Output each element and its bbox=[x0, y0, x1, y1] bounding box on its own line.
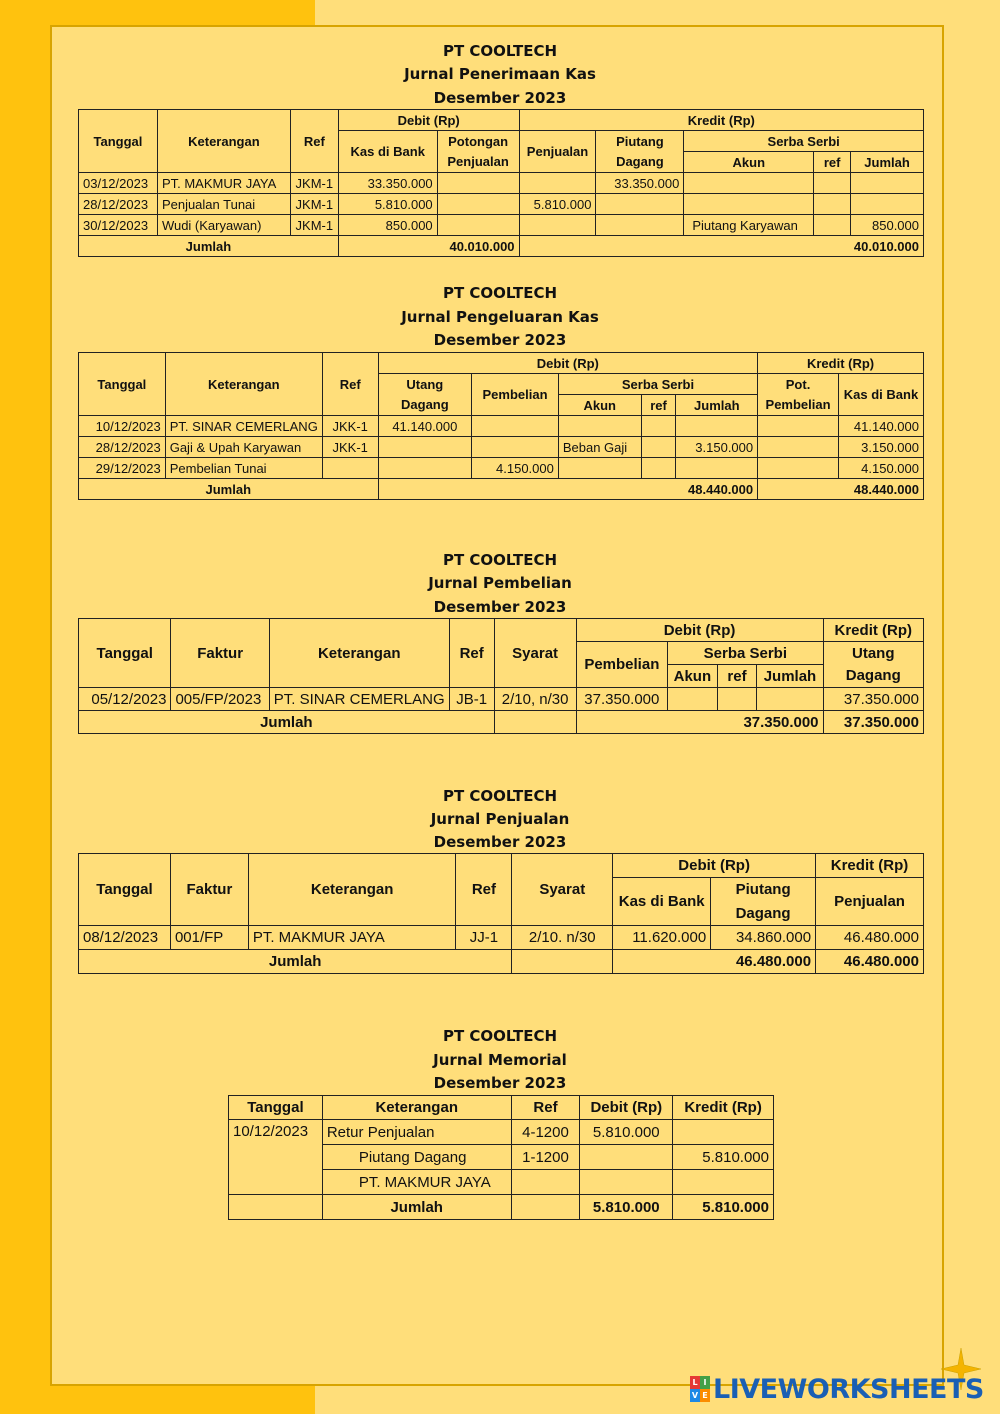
j1-company: PT COOLTECH bbox=[442, 42, 558, 60]
cell-keterangan: Retur Penjualan bbox=[322, 1120, 511, 1145]
cell-syarat: 2/10. n/30 bbox=[512, 926, 613, 950]
cell-kredit: 5.810.000 bbox=[673, 1145, 774, 1170]
j2-h-akun: Akun bbox=[558, 395, 641, 416]
j2-period: Desember 2023 bbox=[433, 331, 567, 349]
j2-total-debit: 48.440.000 bbox=[378, 479, 758, 500]
cell-ref: JB-1 bbox=[449, 688, 494, 711]
cell-tanggal: 03/12/2023 bbox=[79, 173, 158, 194]
cell-jumlah: 850.000 bbox=[851, 215, 924, 236]
cell-ref-sub bbox=[641, 437, 676, 458]
j1-h-akun: Akun bbox=[684, 152, 814, 173]
cell-keterangan: Penjualan Tunai bbox=[157, 194, 290, 215]
cell-ref bbox=[322, 458, 378, 479]
j4-h-kas-di-bank: Kas di Bank bbox=[613, 878, 711, 926]
j5-h-kredit: Kredit (Rp) bbox=[673, 1096, 774, 1120]
j3-h-serba-serbi: Serba Serbi bbox=[668, 642, 823, 665]
j1-h-piutang-2: Dagang bbox=[596, 152, 684, 173]
j2-h-pot-2: Pembelian bbox=[758, 395, 839, 416]
table-row bbox=[79, 416, 924, 437]
j1-h-keterangan: Keterangan bbox=[157, 110, 290, 173]
cell-pembelian bbox=[472, 437, 559, 458]
cell-ref: JKM-1 bbox=[290, 215, 338, 236]
cell-ref: JKM-1 bbox=[290, 173, 338, 194]
j4-total-kredit: 46.480.000 bbox=[816, 950, 924, 974]
j4-total-label: Jumlah bbox=[79, 950, 512, 974]
j2-company: PT COOLTECH bbox=[442, 284, 558, 302]
j5-total-debit: 5.810.000 bbox=[580, 1195, 673, 1220]
j4-h-keterangan: Keterangan bbox=[248, 854, 456, 926]
j2-h-utang-2: Dagang bbox=[378, 395, 472, 416]
cell-ref-sub bbox=[641, 458, 676, 479]
j4-h-piutang-1: Piutang bbox=[711, 878, 816, 902]
cell-jumlah bbox=[757, 688, 823, 711]
cell-kas: 11.620.000 bbox=[613, 926, 711, 950]
cell-debit bbox=[580, 1170, 673, 1195]
cell-ref: JKM-1 bbox=[290, 194, 338, 215]
total-row bbox=[79, 236, 924, 257]
j3-total-label: Jumlah bbox=[79, 711, 495, 734]
cell-penjualan bbox=[519, 173, 596, 194]
j2-h-kas-di-bank: Kas di Bank bbox=[838, 374, 923, 416]
j5-h-keterangan: Keterangan bbox=[322, 1096, 511, 1120]
cell-akun: Piutang Karyawan bbox=[684, 215, 814, 236]
j3-h-jumlah: Jumlah bbox=[757, 665, 823, 688]
j3-h-akun: Akun bbox=[668, 665, 717, 688]
cell-utang: 41.140.000 bbox=[378, 416, 472, 437]
cell-ref: 1-1200 bbox=[511, 1145, 580, 1170]
j1-h-penjualan: Penjualan bbox=[519, 131, 596, 173]
cell-debit bbox=[580, 1145, 673, 1170]
cell-keterangan: PT. MAKMUR JAYA bbox=[157, 173, 290, 194]
table-row bbox=[79, 926, 924, 950]
j1-table bbox=[78, 109, 924, 257]
cell-tanggal: 10/12/2023 bbox=[229, 1120, 323, 1195]
j4-h-ref: Ref bbox=[456, 854, 512, 926]
j2-h-tanggal: Tanggal bbox=[79, 353, 166, 416]
cell-ref: JJ-1 bbox=[456, 926, 512, 950]
cell-keterangan: Wudi (Karyawan) bbox=[157, 215, 290, 236]
cell-keterangan: Pembelian Tunai bbox=[165, 458, 322, 479]
j1-h-potongan-2: Penjualan bbox=[437, 152, 519, 173]
j3-total-kredit: 37.350.000 bbox=[823, 711, 923, 734]
j3-h-pembelian: Pembelian bbox=[576, 642, 668, 688]
cell-pot bbox=[758, 458, 839, 479]
cell-ref-sub bbox=[814, 215, 851, 236]
cell-penjualan: 46.480.000 bbox=[816, 926, 924, 950]
cell-potongan bbox=[437, 194, 519, 215]
cell-utang bbox=[378, 458, 472, 479]
cell-kredit bbox=[673, 1170, 774, 1195]
cell-pot bbox=[758, 437, 839, 458]
j3-total-spacer bbox=[494, 711, 576, 734]
cell-kas: 33.350.000 bbox=[338, 173, 437, 194]
j4-total-spacer bbox=[512, 950, 613, 974]
cell-potongan bbox=[437, 215, 519, 236]
j4-h-debit: Debit (Rp) bbox=[613, 854, 816, 878]
j3-h-syarat: Syarat bbox=[494, 619, 576, 688]
cell-syarat: 2/10, n/30 bbox=[494, 688, 576, 711]
j4-h-tanggal: Tanggal bbox=[79, 854, 171, 926]
j4-h-syarat: Syarat bbox=[512, 854, 613, 926]
total-row bbox=[79, 711, 924, 734]
cell-faktur: 005/FP/2023 bbox=[171, 688, 269, 711]
cell-pembelian: 37.350.000 bbox=[576, 688, 668, 711]
table-row bbox=[79, 458, 924, 479]
cell-utang bbox=[378, 437, 472, 458]
cell-ref-sub bbox=[814, 194, 851, 215]
j3-h-debit: Debit (Rp) bbox=[576, 619, 823, 642]
j3-table bbox=[78, 618, 924, 734]
j4-title: Jurnal Penjualan bbox=[430, 810, 570, 828]
cell-kas: 850.000 bbox=[338, 215, 437, 236]
j2-total-label: Jumlah bbox=[79, 479, 379, 500]
cell-ref-sub bbox=[814, 173, 851, 194]
j5-total-spacer-ref bbox=[511, 1195, 580, 1220]
j5-h-ref: Ref bbox=[511, 1096, 580, 1120]
cell-akun bbox=[558, 416, 641, 437]
j5-h-debit: Debit (Rp) bbox=[580, 1096, 673, 1120]
cell-kas: 3.150.000 bbox=[838, 437, 923, 458]
cell-pembelian: 4.150.000 bbox=[472, 458, 559, 479]
j1-h-ref: Ref bbox=[290, 110, 338, 173]
j4-total-debit: 46.480.000 bbox=[613, 950, 816, 974]
j3-h-kredit: Kredit (Rp) bbox=[823, 619, 923, 642]
cell-ref-sub bbox=[717, 688, 757, 711]
total-row bbox=[79, 479, 924, 500]
j1-title: Jurnal Penerimaan Kas bbox=[404, 65, 596, 83]
j5-total-label: Jumlah bbox=[322, 1195, 511, 1220]
j4-period: Desember 2023 bbox=[433, 833, 567, 851]
cell-jumlah: 3.150.000 bbox=[676, 437, 758, 458]
cell-tanggal: 30/12/2023 bbox=[79, 215, 158, 236]
cell-pembelian bbox=[472, 416, 559, 437]
j1-h-tanggal: Tanggal bbox=[79, 110, 158, 173]
cell-keterangan: PT. MAKMUR JAYA bbox=[322, 1170, 511, 1195]
j3-h-utang-2: Dagang bbox=[823, 665, 923, 688]
j2-h-ref: Ref bbox=[322, 353, 378, 416]
j2-h-jumlah: Jumlah bbox=[676, 395, 758, 416]
table-row bbox=[79, 437, 924, 458]
j2-h-ref-sub: ref bbox=[641, 395, 676, 416]
cell-keterangan: PT. SINAR CEMERLANG bbox=[269, 688, 449, 711]
j1-h-debit: Debit (Rp) bbox=[338, 110, 519, 131]
cell-jumlah bbox=[851, 194, 924, 215]
j2-h-keterangan: Keterangan bbox=[165, 353, 322, 416]
cell-akun: Beban Gaji bbox=[558, 437, 641, 458]
j3-h-tanggal: Tanggal bbox=[79, 619, 171, 688]
cell-ref: JKK-1 bbox=[322, 416, 378, 437]
cell-tanggal: 28/12/2023 bbox=[79, 194, 158, 215]
j2-h-pot-1: Pot. bbox=[758, 374, 839, 395]
j2-h-utang-1: Utang bbox=[378, 374, 472, 395]
cell-utang: 37.350.000 bbox=[823, 688, 923, 711]
j4-company: PT COOLTECH bbox=[442, 787, 558, 805]
j1-total-debit: 40.010.000 bbox=[338, 236, 519, 257]
j3-period: Desember 2023 bbox=[433, 598, 567, 616]
j1-period: Desember 2023 bbox=[433, 89, 567, 107]
cell-potongan bbox=[437, 173, 519, 194]
j1-h-piutang-1: Piutang bbox=[596, 131, 684, 152]
cell-ref: JKK-1 bbox=[322, 437, 378, 458]
table-row bbox=[229, 1120, 774, 1145]
cell-tanggal: 05/12/2023 bbox=[79, 688, 171, 711]
cell-penjualan: 5.810.000 bbox=[519, 194, 596, 215]
j5-period: Desember 2023 bbox=[433, 1074, 567, 1092]
j4-table bbox=[78, 853, 924, 974]
total-row bbox=[79, 950, 924, 974]
cell-kas: 41.140.000 bbox=[838, 416, 923, 437]
j3-h-ref: Ref bbox=[449, 619, 494, 688]
j1-h-jumlah: Jumlah bbox=[851, 152, 924, 173]
cell-akun bbox=[668, 688, 717, 711]
j1-total-label: Jumlah bbox=[79, 236, 339, 257]
j3-h-ref-sub: ref bbox=[717, 665, 757, 688]
j2-h-kredit: Kredit (Rp) bbox=[758, 353, 924, 374]
j3-h-utang-1: Utang bbox=[823, 642, 923, 665]
cell-jumlah bbox=[851, 173, 924, 194]
liveworksheets-logo-text: LIVEWORKSHEETS bbox=[713, 1373, 984, 1405]
j4-h-piutang-2: Dagang bbox=[711, 902, 816, 926]
cell-akun bbox=[558, 458, 641, 479]
cell-tanggal: 28/12/2023 bbox=[79, 437, 166, 458]
j2-h-debit: Debit (Rp) bbox=[378, 353, 758, 374]
cell-piutang bbox=[596, 194, 684, 215]
j1-total-kredit: 40.010.000 bbox=[519, 236, 923, 257]
j4-h-faktur: Faktur bbox=[170, 854, 248, 926]
cell-keterangan: PT. MAKMUR JAYA bbox=[248, 926, 456, 950]
cell-akun bbox=[684, 194, 814, 215]
table-row bbox=[79, 194, 924, 215]
j3-h-faktur: Faktur bbox=[171, 619, 269, 688]
cell-penjualan bbox=[519, 215, 596, 236]
j4-h-kredit: Kredit (Rp) bbox=[816, 854, 924, 878]
table-row bbox=[79, 173, 924, 194]
j1-h-kas-di-bank: Kas di Bank bbox=[338, 131, 437, 173]
table-row bbox=[79, 215, 924, 236]
j2-h-serba-serbi: Serba Serbi bbox=[558, 374, 757, 395]
j1-h-potongan-1: Potongan bbox=[437, 131, 519, 152]
j1-h-kredit: Kredit (Rp) bbox=[519, 110, 923, 131]
cell-tanggal: 10/12/2023 bbox=[79, 416, 166, 437]
j3-total-debit: 37.350.000 bbox=[576, 711, 823, 734]
j3-company: PT COOLTECH bbox=[442, 551, 558, 569]
j3-title: Jurnal Pembelian bbox=[428, 574, 572, 592]
cell-piutang bbox=[596, 215, 684, 236]
j2-title: Jurnal Pengeluaran Kas bbox=[401, 308, 599, 326]
j2-h-pembelian: Pembelian bbox=[472, 374, 559, 416]
cell-ref: 4-1200 bbox=[511, 1120, 580, 1145]
cell-kas: 5.810.000 bbox=[338, 194, 437, 215]
cell-tanggal: 29/12/2023 bbox=[79, 458, 166, 479]
cell-ref-sub bbox=[641, 416, 676, 437]
cell-keterangan: PT. SINAR CEMERLANG bbox=[165, 416, 322, 437]
j5-title: Jurnal Memorial bbox=[433, 1051, 567, 1069]
j3-h-keterangan: Keterangan bbox=[269, 619, 449, 688]
j5-table bbox=[228, 1095, 774, 1220]
total-row bbox=[229, 1195, 774, 1220]
cell-jumlah bbox=[676, 416, 758, 437]
j5-h-tanggal: Tanggal bbox=[229, 1096, 323, 1120]
j5-company: PT COOLTECH bbox=[442, 1027, 558, 1045]
cell-keterangan: Gaji & Upah Karyawan bbox=[165, 437, 322, 458]
j5-total-spacer bbox=[229, 1195, 323, 1220]
cell-debit: 5.810.000 bbox=[580, 1120, 673, 1145]
j2-table bbox=[78, 352, 924, 500]
cell-keterangan: Piutang Dagang bbox=[322, 1145, 511, 1170]
j1-h-ref-sub: ref bbox=[814, 152, 851, 173]
j5-total-kredit: 5.810.000 bbox=[673, 1195, 774, 1220]
cell-tanggal: 08/12/2023 bbox=[79, 926, 171, 950]
cell-piutang: 34.860.000 bbox=[711, 926, 816, 950]
cell-akun bbox=[684, 173, 814, 194]
cell-kas: 4.150.000 bbox=[838, 458, 923, 479]
j1-h-serba-serbi: Serba Serbi bbox=[684, 131, 924, 152]
cell-pot bbox=[758, 416, 839, 437]
cell-kredit bbox=[673, 1120, 774, 1145]
liveworksheets-logo[interactable] bbox=[690, 1372, 984, 1406]
j4-h-penjualan: Penjualan bbox=[816, 878, 924, 926]
j2-total-kredit: 48.440.000 bbox=[758, 479, 924, 500]
cell-jumlah bbox=[676, 458, 758, 479]
liveworksheets-logo-icon: L I V E bbox=[690, 1376, 710, 1402]
table-row bbox=[79, 688, 924, 711]
cell-faktur: 001/FP bbox=[170, 926, 248, 950]
cell-ref bbox=[511, 1170, 580, 1195]
cell-piutang: 33.350.000 bbox=[596, 173, 684, 194]
